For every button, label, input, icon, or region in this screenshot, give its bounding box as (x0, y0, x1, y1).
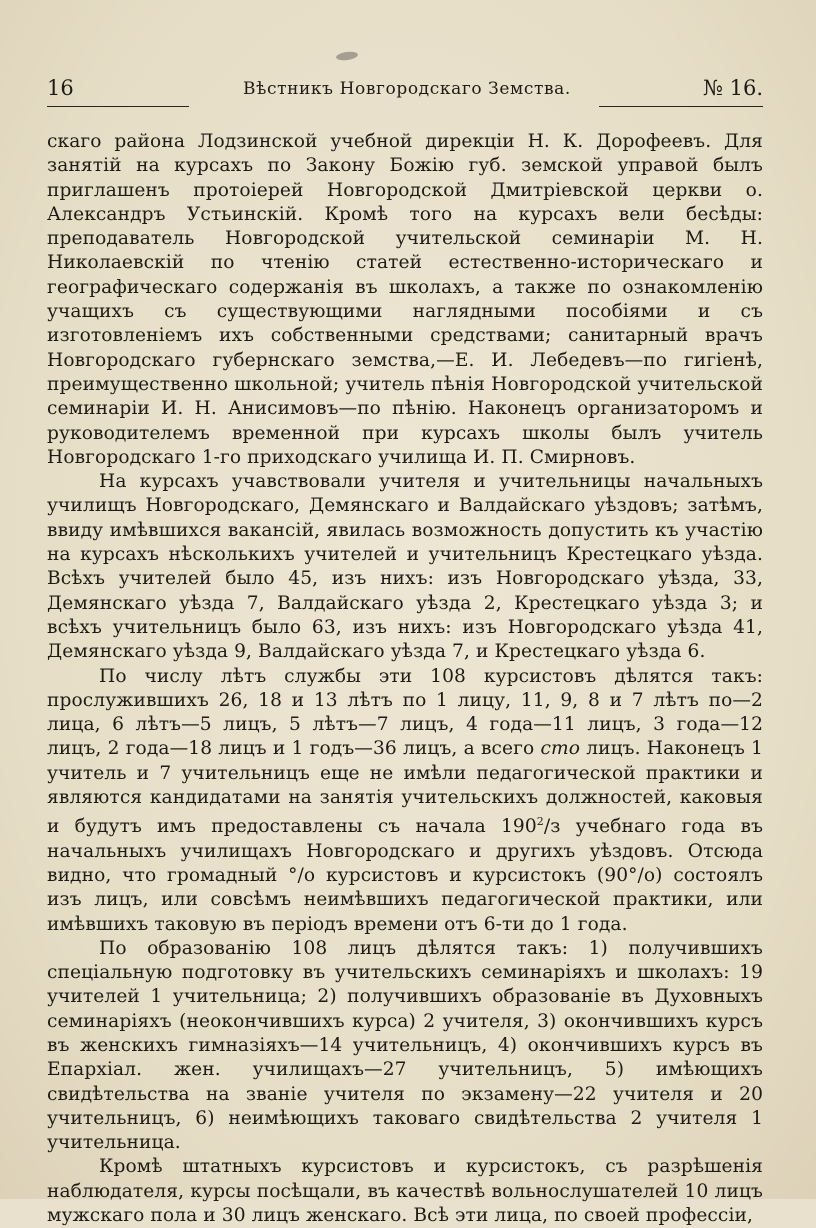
paragraph-text: На курсахъ учавствовали учителя и учительницы начальныхъ училищъ Новгородскаго, Демянскаго и Валдайскаго уѣздовъ; затѣмъ, ввиду имѣвшихся вакансій, явилась возможность допустить къ участію на курсахъ нѣсколькихъ учителей и учительницъ Крестецкаго уѣзда. Всѣхъ учителей было 45, изъ нихъ: изъ Новгородскаго уѣзда, 33, Демянскаго уѣзда 7, Валдайскаго уѣзда 2, Крестецкаго уѣзда 3; и всѣхъ учительницъ было 63, изъ нихъ: изъ Новгородскаго уѣзда 41, Демянскаго уѣзда 9, Валдайскаго уѣзда 7, и Крестецкаго уѣзда 6. (47, 471, 763, 663)
header-rule-right (599, 106, 763, 107)
issue-number: № 16. (703, 76, 763, 100)
article-body (47, 130, 763, 1228)
page-number: 16 (47, 76, 74, 100)
ink-smudge (336, 51, 359, 62)
paragraph-text: По числу лѣтъ службы эти 108 курсистовъ дѣлятся такъ: прослужившихъ 26, 18 и 13 лѣтъ по 1 лицу, 11, 9, 8 и 7 лѣтъ по—2 лица, 6 лѣтъ—5 лицъ, 5 лѣтъ—7 лицъ, 4 года—11 лицъ, 3 года—12 лицъ, 2 года—18 лицъ и 1 годъ—36 лицъ, а всего (47, 665, 763, 760)
paragraph-text: лицъ. Наконецъ 1 учитель и 7 учительницъ еще не имѣли педагогической практики и являются кандидатами на занятія учительскихъ должностей, каковыя и будутъ имъ предоставлены съ начала 190 (47, 738, 763, 838)
paragraph (47, 470, 763, 664)
paragraph-text: /з учебнаго года въ начальныхъ училищахъ Новгородскаго и другихъ уѣздовъ. Отсюда видно, что громадный °/о курсистовъ и курсистокъ (90°/о) состоялъ изъ лицъ, или совсѣмъ неимѣвшихъ педагогической практики, или имѣвшихъ таковую въ періодъ времени отъ 6-ти до 1 года. (47, 816, 763, 935)
paragraph-text: По образованію 108 лицъ дѣлятся такъ: 1) получившихъ спеціальную подготовку въ учительскихъ семинаріяхъ и школахъ: 19 учителей 1 учительница; 2) получившихъ образованіе въ Духовныхъ семинаріяхъ (неокончившихъ курса) 2 учителя, 3) окончившихъ курсъ въ женскихъ гимназіяхъ—14 учительницъ, 4) окончившихъ курсъ въ Епархіал. жен. училищахъ—27 учительницъ, 5) имѣющихъ свидѣтельства на званіе учителя по экзамену—22 учителя и 20 учительницъ, 6) неимѣющихъ таковаго свидѣтельства 2 учителя 1 учительница. (47, 937, 763, 1154)
paragraph-text: скаго района Лодзинской учебной дирекціи Н. К. Дорофеевъ. Для занятій на курсахъ по Закону Божію губ. земской управой былъ приглашенъ протоіерей Новгородской Дмитріевской церкви о. Александръ Устьинскій. Кромѣ того на курсахъ вели бесѣды: преподаватель Новгородской учительской семинаріи М. Н. Николаевскій по чтенію статей естественно-историческаго и географическаго содержанія въ школахъ, а также по ознакомленію учащихъ съ существующими наглядными пособіями и съ изготовленіемъ ихъ собственными средствами; санитарный врачъ Новгородскаго губернскаго земства,—Е. И. Лебедевъ—по гигіенѣ, преимущественно школьной; учитель пѣнія Новгородской учительской семинаріи И. Н. Анисимовъ—по пѣнію. Наконецъ организаторомъ и руководителемъ временной при курсахъ школы былъ учитель Новгородскаго 1-го приходскаго училища И. П. Смирновъ. (47, 131, 763, 468)
paragraph-text: Кромѣ штатныхъ курсистовъ и курсистокъ, съ разрѣшенія наблюдателя, курсы посѣщали, въ качествѣ вольнослушателей 10 лицъ мужскаго пола и 30 лицъ женскаго. Всѣ эти лица, по своей профессіи, (47, 1156, 763, 1227)
paragraph (47, 665, 763, 937)
paragraph (47, 130, 763, 470)
emphasis-text: сто (540, 738, 581, 760)
journal-title: Вѣстникъ Новгородскаго Земства. (243, 79, 571, 99)
running-header (47, 76, 763, 108)
header-rule-left (47, 106, 189, 107)
paragraph (47, 937, 763, 1156)
superscript: 2 (536, 815, 544, 829)
paragraph (47, 1155, 763, 1228)
